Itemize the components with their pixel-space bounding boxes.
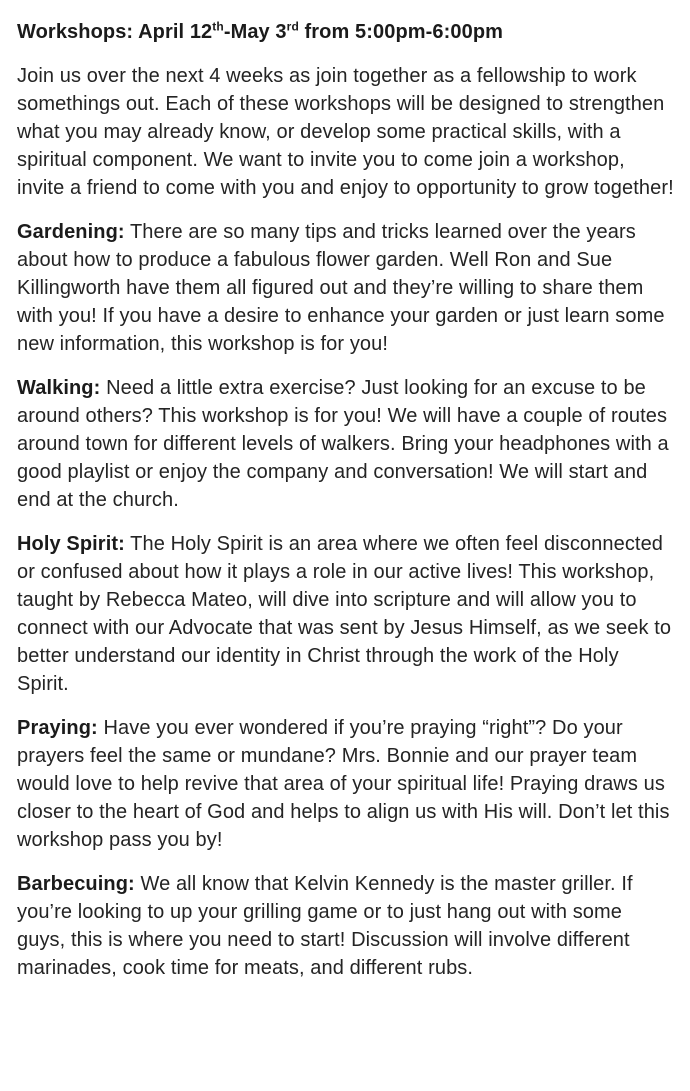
section-holy-spirit — [17, 530, 674, 698]
section-holy-spirit-text: The Holy Spirit is an area where we often feel disconnected or confused about how it plays a role in our active lives! This workshop, taught by Rebecca Mateo, will dive into scripture and will allow you to connect with our Advocate that was sent by Jesus Himself, as we seek to better understand our identity in Christ through the work of the Holy Spirit. — [17, 533, 672, 695]
section-holy-spirit-heading: Holy Spirit: — [17, 533, 125, 555]
section-barbecuing — [17, 870, 674, 982]
intro-paragraph: Join us over the next 4 weeks as join together as a fellowship to work somethings out. Each of these workshops will be designed to strengthen what you may already know, or develop some practical skills, with a spiritual component. We want to invite you to come join a workshop, invite a friend to come with you and enjoy to opportunity to grow together! — [17, 65, 674, 199]
title-superscript-rd: rd — [286, 19, 299, 34]
section-walking-heading: Walking: — [17, 377, 101, 399]
title-text-1: Workshops: April 12 — [17, 21, 213, 43]
title-superscript-th: th — [212, 19, 224, 34]
page-title — [17, 19, 674, 45]
section-barbecuing-text: We all know that Kelvin Kennedy is the master griller. If you’re looking to up your grilling game or to just hang out with some guys, this is where you need to start! Discussion will involve different marinades, cook time for meats, and different rubs. — [17, 873, 633, 979]
section-walking-text: Need a little extra exercise? Just looking for an excuse to be around others? This workshop is for you! We will have a couple of routes around town for different levels of walkers. Bring your headphones with a good playlist or enjoy the company and conversation! We will start and end at the church. — [17, 377, 669, 511]
section-walking — [17, 374, 674, 514]
section-praying — [17, 714, 674, 854]
section-gardening-heading: Gardening: — [17, 221, 125, 243]
section-gardening-text: There are so many tips and tricks learned over the years about how to produce a fabulous flower garden. Well Ron and Sue Killingworth have them all figured out and they’re willing to share them with you! If you have a desire to enhance your garden or just learn some new information, this workshop is for you! — [17, 221, 665, 355]
section-gardening — [17, 218, 674, 358]
title-text-2: -May 3 — [223, 21, 287, 43]
section-barbecuing-heading: Barbecuing: — [17, 873, 135, 895]
section-praying-heading: Praying: — [17, 717, 98, 739]
section-praying-text: Have you ever wondered if you’re praying “right”? Do your prayers feel the same or mundane? Mrs. Bonnie and our prayer team would love to help revive that area of your spiritual life! Praying draws us closer to the heart of God and helps to align us with His will. Don’t let this workshop pass you by! — [17, 717, 670, 851]
title-text-3: from 5:00pm-6:00pm — [298, 21, 504, 43]
